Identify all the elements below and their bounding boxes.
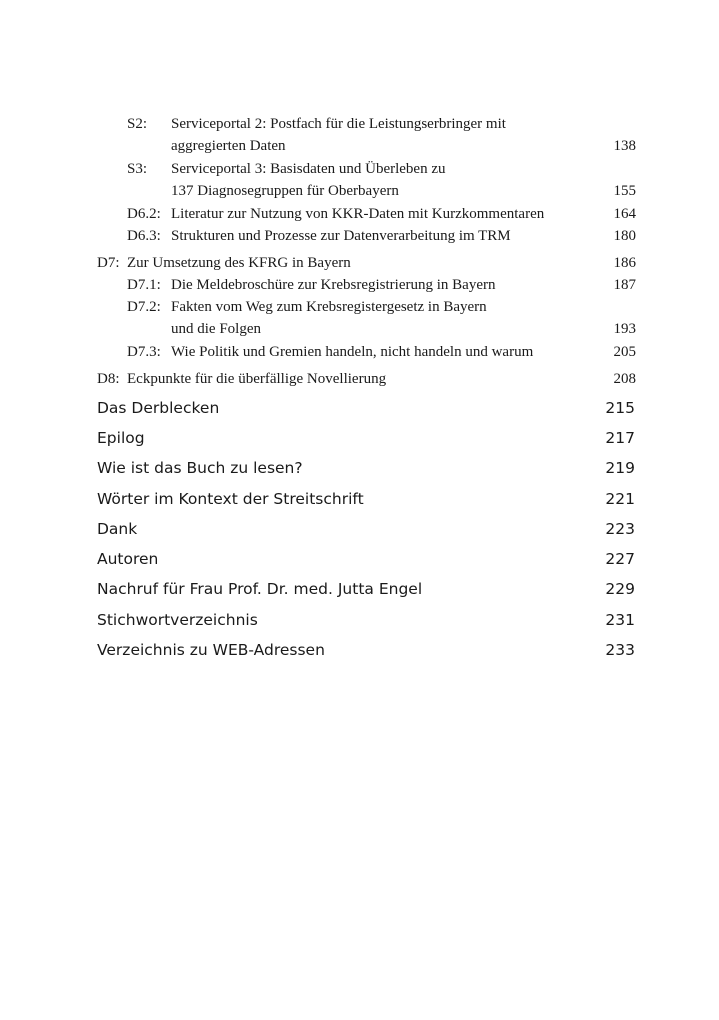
entry-title: Eckpunkte für die überfällige Novellierung xyxy=(127,371,387,387)
chapter-page-number: 217 xyxy=(605,429,635,447)
chapter-title: Wörter im Kontext der Streitschrift xyxy=(97,490,364,508)
chapter-page-number: 229 xyxy=(605,580,635,598)
chapter-page-number: 223 xyxy=(605,520,635,538)
entry-page-number: 138 xyxy=(613,138,636,154)
entry-title: Wie Politik und Gremien handeln, nicht handeln und warum xyxy=(171,344,534,360)
entry-page-number: 186 xyxy=(613,255,636,271)
entry-title-continued: 137 Diagnosegruppen für Oberbayern xyxy=(171,183,399,199)
chapter-page-number: 219 xyxy=(605,459,635,477)
entry-title: Die Meldebroschüre zur Krebsregistrierung in Bayern xyxy=(171,277,496,293)
chapter-page-number: 231 xyxy=(605,611,635,629)
chapter-title: Verzeichnis zu WEB-Adressen xyxy=(97,641,325,659)
chapter-page-number: 227 xyxy=(605,550,635,568)
entry-page-number: 187 xyxy=(613,277,636,293)
chapter-page-number: 221 xyxy=(605,490,635,508)
entry-title: Zur Umsetzung des KFRG in Bayern xyxy=(127,255,351,271)
chapter-title: Autoren xyxy=(97,550,159,568)
chapter-title: Nachruf für Frau Prof. Dr. med. Jutta Engel xyxy=(97,580,423,598)
entry-page-number: 164 xyxy=(613,206,636,222)
entry-label: S3: xyxy=(127,161,148,177)
entry-label: D6.3: xyxy=(127,228,161,244)
entry-title: Fakten vom Weg zum Krebsregistergesetz in Bayern xyxy=(171,299,487,315)
chapter-page-number: 215 xyxy=(605,399,635,417)
entry-title: Serviceportal 2: Postfach für die Leistungserbringer mit xyxy=(171,116,506,132)
chapter-title: Epilog xyxy=(97,429,145,447)
entry-label: D6.2: xyxy=(127,206,161,222)
entry-page-number: 208 xyxy=(613,371,636,387)
entry-page-number: 193 xyxy=(613,321,636,337)
chapter-page-number: 233 xyxy=(605,641,635,659)
entry-title: Strukturen und Prozesse zur Datenverarbeitung im TRM xyxy=(171,228,511,244)
entry-page-number: 155 xyxy=(613,183,636,199)
entry-label: D8: xyxy=(97,371,120,387)
entry-title-continued: und die Folgen xyxy=(171,321,261,337)
chapter-title: Dank xyxy=(97,520,138,538)
entry-label: D7.2: xyxy=(127,299,161,315)
entry-page-number: 180 xyxy=(613,228,636,244)
entry-label: S2: xyxy=(127,116,148,132)
entry-page-number: 205 xyxy=(613,344,636,360)
chapter-title: Stichwortverzeichnis xyxy=(97,611,258,629)
entry-label: D7.3: xyxy=(127,344,161,360)
chapter-title: Das Derblecken xyxy=(97,399,220,417)
entry-label: D7.1: xyxy=(127,277,161,293)
entry-title: Literatur zur Nutzung von KKR-Daten mit Kurzkommentaren xyxy=(171,206,545,222)
entry-label: D7: xyxy=(97,255,120,271)
entry-title-continued: aggregierten Daten xyxy=(171,138,286,154)
entry-title: Serviceportal 3: Basisdaten und Überleben zu xyxy=(171,161,446,177)
chapter-title: Wie ist das Buch zu lesen? xyxy=(97,459,303,477)
